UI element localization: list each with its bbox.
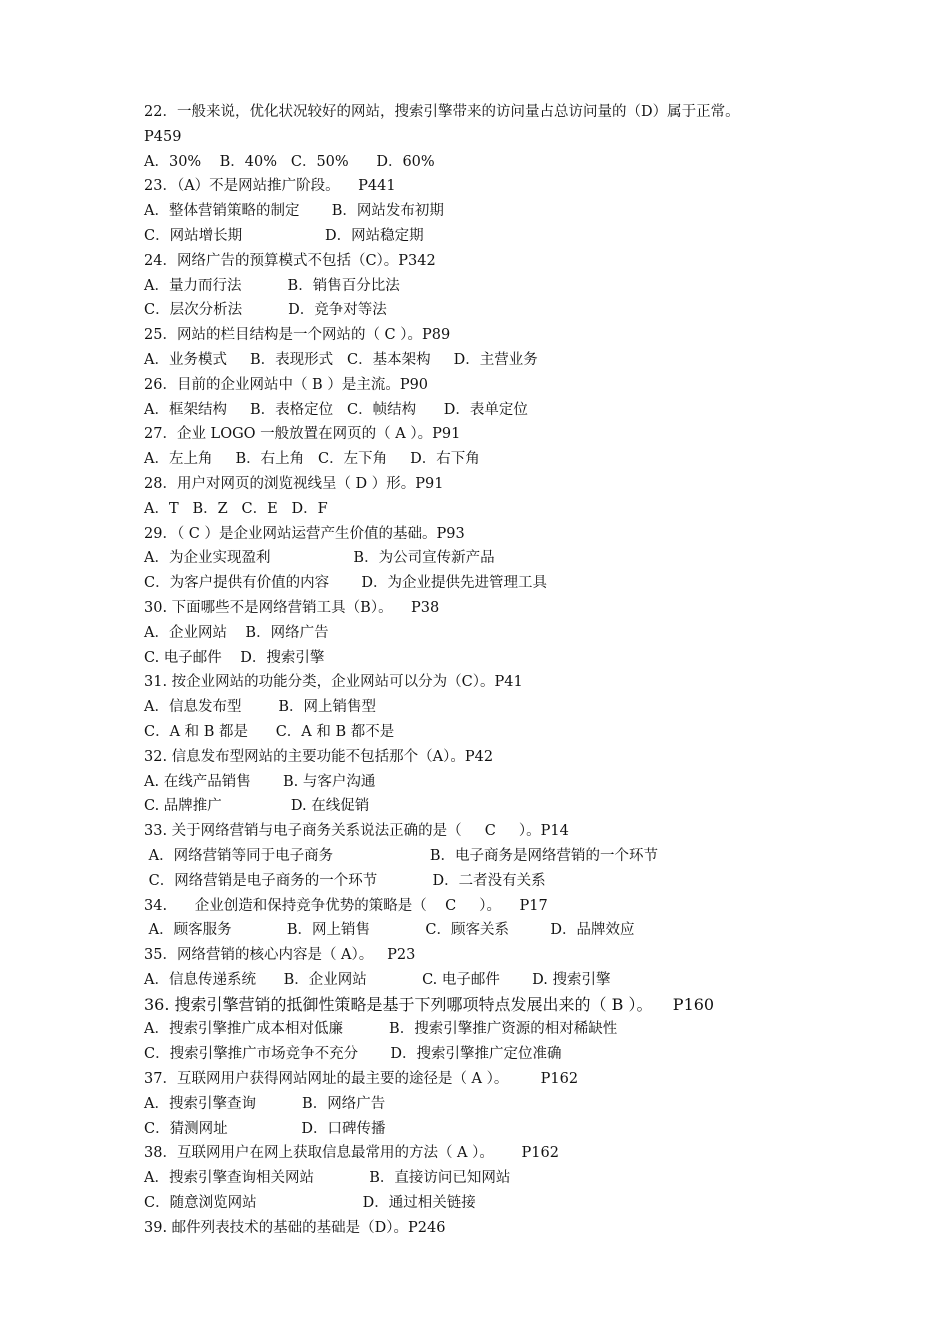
answer-options-line: A．网络营销等同于电子商务 B．电子商务是网络营销的一个环节 xyxy=(144,847,659,864)
question-line: 24．网络广告的预算模式不包括（C）。P342 xyxy=(144,252,436,269)
answer-options-line: A．顾客服务 B．网上销售 C．顾客关系 D．品牌效应 xyxy=(144,922,635,939)
question-line: 27．企业 LOGO 一般放置在网页的（ A ）。P91 xyxy=(144,426,461,443)
question-line: 32. 信息发布型网站的主要功能不包括那个（A）。P42 xyxy=(144,748,494,765)
answer-options-line: C．网站增长期 D．网站稳定期 xyxy=(144,227,424,244)
answer-options-line: C．随意浏览网站 D．通过相关链接 xyxy=(144,1195,476,1212)
question-line: 34. 企业创造和保持竞争优势的策略是（ C ）。 P17 xyxy=(144,897,548,914)
question-line: 25．网站的栏目结构是一个网站的（ C ）。P89 xyxy=(144,327,451,344)
answer-options-line: A．业务模式 B．表现形式 C．基本架构 D．主营业务 xyxy=(144,351,538,368)
question-line: 31. 按企业网站的功能分类，企业网站可以分为（C）。P41 xyxy=(144,674,523,691)
answer-options-line: A．量力而行法 B．销售百分比法 xyxy=(144,277,400,294)
answer-options-line: A．左上角 B．右上角 C．左下角 D．右下角 xyxy=(144,451,480,468)
answer-options-line: C．猜测网址 D．口碑传播 xyxy=(144,1120,386,1137)
answer-options-line: C. 电子邮件 D．搜索引擎 xyxy=(144,649,325,666)
question-line: P459 xyxy=(144,128,182,145)
answer-options-line: A．为企业实现盈利 B．为公司宣传新产品 xyxy=(144,550,495,567)
question-line: 33. 关于网络营销与电子商务关系说法正确的是（ C ）。P14 xyxy=(144,823,569,840)
question-line: 38．互联网用户在网上获取信息最常用的方法（ A ）。 P162 xyxy=(144,1145,559,1162)
answer-options-line: A．框架结构 B．表格定位 C．帧结构 D．表单定位 xyxy=(144,401,528,418)
question-line: 23．（A）不是网站推广阶段。 P441 xyxy=(144,178,396,195)
answer-options-line: A．搜索引擎查询相关网站 B．直接访问已知网站 xyxy=(144,1170,511,1187)
answer-options-line: C．网络营销是电子商务的一个环节 D．二者没有关系 xyxy=(144,872,546,889)
question-line: 36. 搜索引擎营销的抵御性策略是基于下列哪项特点发展出来的（ B ）。 P160 xyxy=(144,994,715,1014)
question-line: 30. 下面哪些不是网络营销工具（B）。 P38 xyxy=(144,599,440,616)
question-line: 22．一般来说，优化状况较好的网站，搜索引擎带来的访问量占总访问量的（D）属于正常。 xyxy=(144,104,740,120)
document-page xyxy=(144,100,924,1241)
question-line: 28．用户对网页的浏览视线呈（ D ）形。P91 xyxy=(144,475,444,492)
answer-options-line: A．搜索引擎推广成本相对低廉 B．搜索引擎推广资源的相对稀缺性 xyxy=(144,1021,618,1038)
answer-options-line: C．A 和 B 都是 C．A 和 B 都不是 xyxy=(144,723,395,740)
answer-options-line: C．层次分析法 D．竞争对等法 xyxy=(144,302,387,319)
answer-options-line: C．为客户提供有价值的内容 D．为企业提供先进管理工具 xyxy=(144,575,547,592)
answer-options-line: A．30% B．40% C．50% D．60% xyxy=(144,153,435,170)
question-line: 26．目前的企业网站中（ B ）是主流。P90 xyxy=(144,376,429,393)
answer-options-line: A．信息传递系统 B．企业网站 C. 电子邮件 D. 搜索引擎 xyxy=(144,971,611,988)
question-line: 29．（ C ）是企业网站运营产生价值的基础。P93 xyxy=(144,525,465,542)
answer-options-line: A．企业网站 B．网络广告 xyxy=(144,624,329,641)
answer-options-line: A．搜索引擎查询 B．网络广告 xyxy=(144,1095,386,1112)
question-line: 39. 邮件列表技术的基础的基础是（D）。P246 xyxy=(144,1219,446,1236)
answer-options-line: C. 品牌推广 D. 在线促销 xyxy=(144,798,370,815)
answer-options-line: A．信息发布型 B．网上销售型 xyxy=(144,699,376,716)
question-line: 37．互联网用户获得网站网址的最主要的途径是（ A ）。 P162 xyxy=(144,1071,579,1088)
answer-options-line: A. 在线产品销售 B. 与客户沟通 xyxy=(144,773,376,790)
answer-options-line: C．搜索引擎推广市场竞争不充分 D．搜索引擎推广定位准确 xyxy=(144,1046,562,1063)
answer-options-line: A．整体营销策略的制定 B．网站发布初期 xyxy=(144,203,444,220)
answer-options-line: A．T B．Z C．E D．F xyxy=(144,500,328,517)
question-line: 35．网络营销的核心内容是（ A）。 P23 xyxy=(144,947,416,964)
